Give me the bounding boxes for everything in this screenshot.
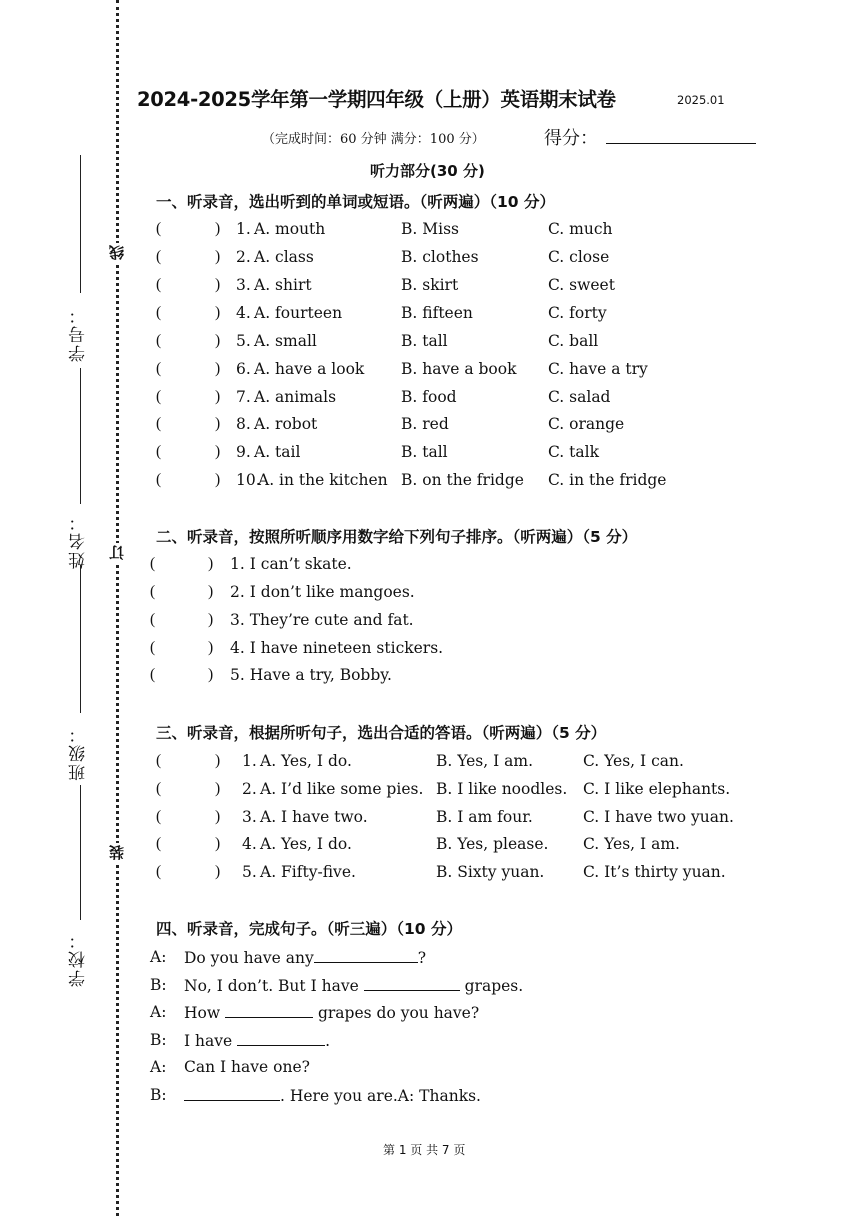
answer-bracket-close: ) (208, 583, 214, 600)
option-c: C. It’s thirty yuan. (583, 863, 726, 881)
item-number: 2. (242, 780, 257, 798)
line-text-end: grapes do you have? (313, 1004, 480, 1022)
section1-list (0, 220, 860, 500)
section3-title: 三、听录音，根据所听句子，选出合适的答语。（听两遍）（5 分） (156, 724, 607, 742)
item-number: 3. (236, 276, 251, 294)
dialogue-line (150, 948, 427, 967)
cut-mark-bind: 订 (108, 545, 126, 560)
answer-bracket-open: ( (156, 220, 162, 237)
item-number: 10. (236, 471, 261, 489)
answer-bracket-open: ( (156, 248, 162, 265)
speaker: B: (150, 1086, 167, 1104)
item-number: 6. (236, 360, 251, 378)
option-c: C. Yes, I can. (583, 752, 684, 770)
exam-title: 2024-2025学年第一学期四年级（上册）英语期末试卷 (137, 88, 616, 111)
option-b: B. Yes, please. (436, 835, 549, 853)
answer-bracket-open: ( (150, 555, 156, 572)
answer-bracket-open: ( (150, 639, 156, 656)
cut-mark-staple: 装 (108, 845, 126, 860)
answer-bracket-open: ( (156, 276, 162, 293)
answer-bracket-close: ) (215, 863, 221, 880)
option-a: A. mouth (254, 220, 326, 238)
option-b: B. on the fridge (401, 471, 524, 489)
option-a: A. class (254, 248, 314, 266)
dialogue-line (150, 976, 524, 995)
answer-bracket-close: ) (208, 611, 214, 628)
item-number: 1. (236, 220, 251, 238)
option-c: C. ball (548, 332, 599, 350)
option-c: C. I have two yuan. (583, 808, 734, 826)
cut-mark-line: 线 (108, 245, 126, 260)
option-c: C. in the fridge (548, 471, 667, 489)
answer-bracket-open: ( (156, 304, 162, 321)
answer-bracket-close: ) (215, 304, 221, 321)
option-a: A. in the kitchen (258, 471, 388, 489)
dialogue-line (150, 1031, 331, 1050)
speaker: B: (150, 1031, 167, 1049)
option-c: C. Yes, I am. (583, 835, 680, 853)
item-number: 7. (236, 388, 251, 406)
answer-bracket-close: ) (215, 471, 221, 488)
class-label: 班级： (69, 724, 89, 781)
line-text: Can I have one? (184, 1058, 310, 1076)
option-c: C. close (548, 248, 610, 266)
option-a: A. Yes, I do. (260, 835, 352, 853)
option-a: A. fourteen (254, 304, 343, 322)
answer-bracket-close: ) (215, 415, 221, 432)
dialogue-line (150, 1086, 481, 1105)
option-c: C. much (548, 220, 613, 238)
option-a: A. robot (254, 415, 318, 433)
answer-bracket-open: ( (156, 471, 162, 488)
answer-bracket-open: ( (156, 780, 162, 797)
answer-bracket-open: ( (156, 415, 162, 432)
answer-bracket-open: ( (156, 863, 162, 880)
answer-bracket-close: ) (208, 639, 214, 656)
option-b: B. red (401, 415, 449, 433)
item-number: 2. (236, 248, 251, 266)
answer-bracket-close: ) (215, 248, 221, 265)
answer-bracket-open: ( (156, 443, 162, 460)
speaker: A: (150, 1058, 167, 1076)
item-number: 5. (236, 332, 251, 350)
section3-list (0, 752, 860, 892)
answer-bracket-close: ) (215, 835, 221, 852)
student-id-label: 学号： (69, 305, 89, 362)
answer-bracket-close: ) (215, 276, 221, 293)
sentence: 1. I can’t skate. (230, 555, 352, 573)
answer-bracket-open: ( (156, 332, 162, 349)
dialogue-line (150, 1058, 310, 1076)
option-c: C. orange (548, 415, 625, 433)
speaker: A: (150, 1003, 167, 1021)
line-text-end: grapes. (459, 977, 524, 995)
section1-title: 一、听录音，选出听到的单词或短语。（听两遍）（10 分） (156, 193, 555, 211)
speaker: B: (150, 976, 167, 994)
option-a: A. have a look (254, 360, 365, 378)
answer-bracket-open: ( (150, 666, 156, 683)
answer-bracket-close: ) (215, 443, 221, 460)
option-b: B. tall (401, 443, 448, 461)
item-number: 4. (242, 835, 257, 853)
option-a: A. I’d like some pies. (260, 780, 424, 798)
section4-title: 四、听录音，完成句子。（听三遍）（10 分） (156, 920, 462, 938)
option-b: B. skirt (401, 276, 459, 294)
option-a: A. tail (254, 443, 301, 461)
line-text: No, I don’t. But I have (184, 977, 364, 995)
answer-blank[interactable] (225, 1003, 313, 1018)
score-label: 得分： (544, 128, 598, 149)
answer-bracket-open: ( (156, 752, 162, 769)
option-b: B. fifteen (401, 304, 473, 322)
name-label: 姓名： (69, 512, 89, 569)
option-b: B. Yes, I am. (436, 752, 534, 770)
answer-bracket-open: ( (156, 808, 162, 825)
answer-bracket-close: ) (215, 332, 221, 349)
dialogue-line (150, 1003, 480, 1022)
answer-bracket-close: ) (208, 666, 214, 683)
option-b: B. tall (401, 332, 448, 350)
part-title: 听力部分(30 分) (370, 162, 485, 180)
option-c: C. salad (548, 388, 611, 406)
option-c: C. talk (548, 443, 599, 461)
answer-bracket-open: ( (156, 360, 162, 377)
option-b: B. Miss (401, 220, 459, 238)
answer-bracket-close: ) (215, 388, 221, 405)
score-blank[interactable] (606, 143, 756, 144)
item-number: 8. (236, 415, 251, 433)
section2-list (0, 555, 860, 695)
answer-bracket-open: ( (150, 583, 156, 600)
page-footer: 第 1 页 共 7 页 (383, 1143, 466, 1157)
exam-meta: （完成时间：60 分钟 满分：100 分） (262, 132, 485, 147)
option-c: C. sweet (548, 276, 615, 294)
item-number: 3. (242, 808, 257, 826)
option-a: A. small (254, 332, 317, 350)
option-a: A. I have two. (260, 808, 368, 826)
option-a: A. Yes, I do. (260, 752, 352, 770)
sentence: 2. I don’t like mangoes. (230, 583, 415, 601)
answer-bracket-open: ( (156, 835, 162, 852)
item-number: 5. (242, 863, 257, 881)
option-b: B. Sixty yuan. (436, 863, 545, 881)
option-b: B. food (401, 388, 457, 406)
option-c: C. I like elephants. (583, 780, 731, 798)
answer-bracket-close: ) (215, 360, 221, 377)
option-b: B. clothes (401, 248, 479, 266)
option-c: C. have a try (548, 360, 648, 378)
section2-title: 二、听录音，按照所听顺序用数字给下列句子排序。（听两遍）（5 分） (156, 528, 638, 546)
answer-bracket-open: ( (150, 611, 156, 628)
answer-bracket-open: ( (156, 388, 162, 405)
line-text: Do you have any (184, 949, 314, 967)
line-text: I have (184, 1032, 238, 1050)
item-number: 4. (236, 304, 251, 322)
item-number: 9. (236, 443, 251, 461)
sentence: 3. They’re cute and fat. (230, 611, 414, 629)
option-c: C. forty (548, 304, 607, 322)
item-number: 1. (242, 752, 257, 770)
sentence: 5. Have a try, Bobby. (230, 666, 392, 684)
sentence: 4. I have nineteen stickers. (230, 639, 444, 657)
option-b: B. have a book (401, 360, 517, 378)
option-b: B. I like noodles. (436, 780, 568, 798)
line-text-end: . Here you are.A: Thanks. (280, 1087, 481, 1105)
answer-bracket-close: ) (208, 555, 214, 572)
answer-bracket-close: ) (215, 808, 221, 825)
answer-bracket-close: ) (215, 752, 221, 769)
option-b: B. I am four. (436, 808, 533, 826)
exam-date: 2025.01 (677, 93, 725, 107)
line-text-end: ? (417, 949, 427, 967)
school-label: 学校： (69, 930, 89, 987)
speaker: A: (150, 948, 167, 966)
line-text-end: . (325, 1032, 331, 1050)
option-a: A. animals (254, 388, 337, 406)
answer-blank[interactable] (237, 1031, 325, 1046)
answer-bracket-close: ) (215, 780, 221, 797)
option-a: A. Fifty-five. (260, 863, 356, 881)
answer-blank[interactable] (314, 948, 418, 963)
answer-blank[interactable] (364, 976, 460, 991)
option-a: A. shirt (254, 276, 312, 294)
line-text: How (184, 1004, 226, 1022)
answer-blank[interactable] (184, 1086, 280, 1101)
answer-bracket-close: ) (215, 220, 221, 237)
